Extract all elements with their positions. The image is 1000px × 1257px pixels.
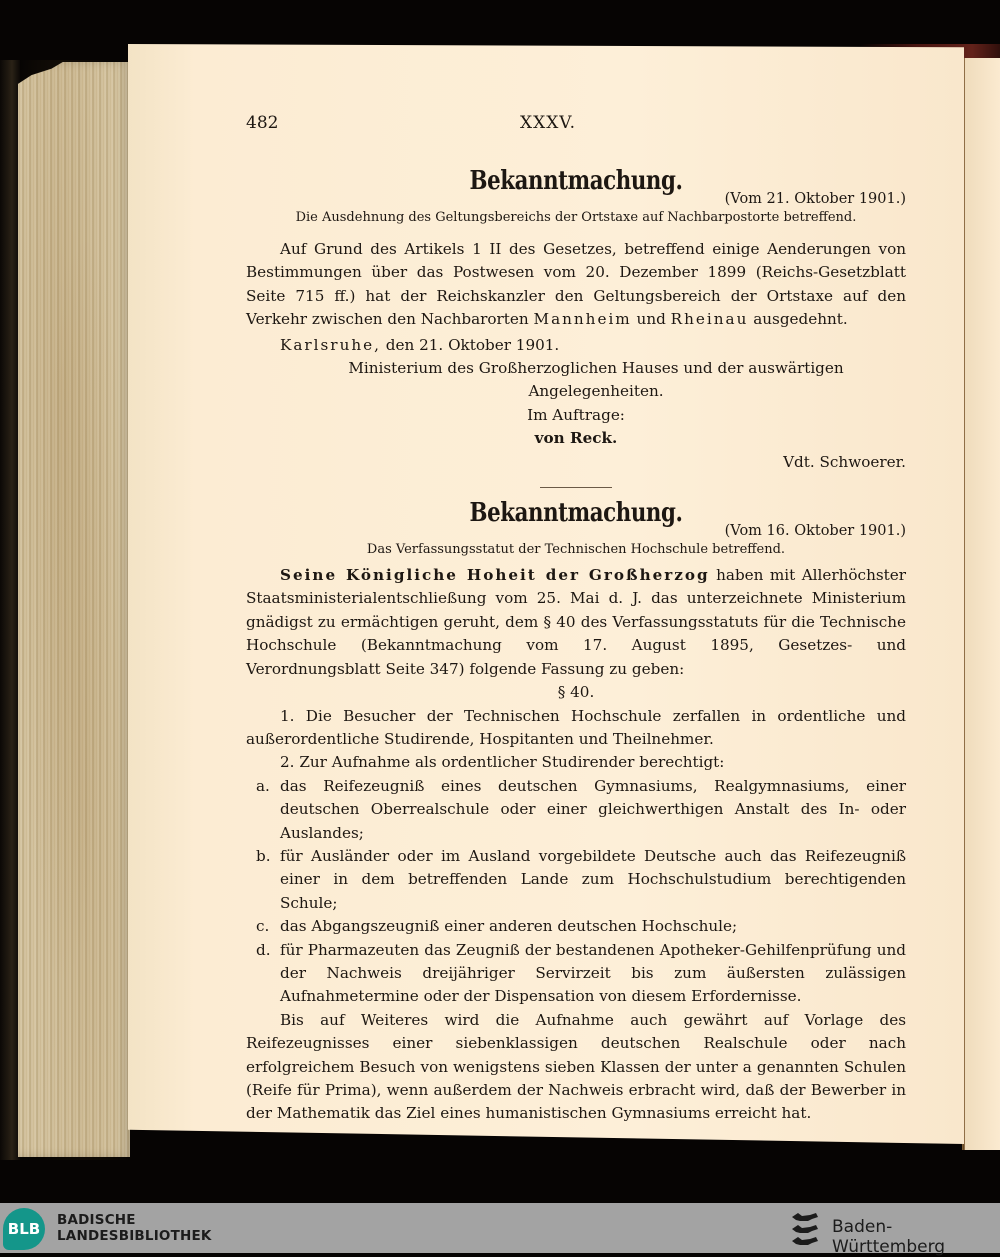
list-label: d. (256, 940, 271, 959)
library-name-line1: BADISCHE (57, 1212, 136, 1228)
on-behalf-label: Im Auftrage: (527, 405, 625, 424)
list-text: das Reifezeugniß eines deutschen Gymnasiums, Realgymnasiums, einer deutschen Oberrealschule oder einer gleichwerthigen Anstalt des In- oder Auslandes; (280, 776, 906, 842)
place-date (246, 334, 906, 357)
running-head (246, 112, 906, 140)
numbered-point-2: 2. Zur Aufnahme als ordentlicher Studirender berechtigt: (280, 753, 725, 772)
list-item-c (246, 915, 906, 938)
list-label: b. (256, 846, 271, 865)
notice-heading: Bekanntmachung. (469, 498, 683, 529)
section-mark: § 40. (557, 683, 595, 702)
notice-intro (246, 564, 906, 681)
adjacent-page (965, 58, 1000, 1150)
footer-bar (0, 1203, 1000, 1257)
library-name[interactable] (57, 1212, 212, 1244)
place-label: Karlsruhe, (280, 335, 381, 354)
chapter-number: XXXV. (520, 113, 577, 133)
place-mannheim: Mannheim (533, 310, 632, 329)
blb-logo[interactable]: BLB (3, 1208, 45, 1250)
notice-body (246, 238, 906, 332)
date-text: den 21. Oktober 1901. (385, 335, 560, 354)
notice-heading: Bekanntmachung. (469, 166, 683, 196)
body-end: ausgedehnt. (753, 310, 848, 329)
place-rheinau: Rheinau (670, 310, 749, 329)
list-text: für Ausländer oder im Ausland vorgebildete Deutsche auch das Reifezeugniß einer in dem betreffenden Lande zum Hochschulstudium berechtigenden Schule; (280, 846, 906, 912)
conjunction: und (636, 310, 666, 329)
list-text: für Pharmazeuten das Zeugniß der bestandenen Apotheker-Gehilfenprüfung und der Nachweis dreijähriger Servirzeit bis zum äußersten zulässigen Aufnahmetermine oder der Dispensation von diesem Erfordernisse. (280, 940, 906, 1006)
page-stack-edge (18, 62, 130, 1157)
notice-date: (Vom 16. Oktober 1901.) (724, 523, 906, 540)
list-label: a. (256, 776, 270, 795)
notice-2 (246, 498, 906, 1126)
notice-subtitle: Die Ausdehnung des Geltungsbereichs der Ortstaxe auf Nachbarpostorte betreffend. (295, 210, 857, 225)
state-name[interactable]: Baden-Württemberg (832, 1217, 946, 1257)
notice-date: (Vom 21. Oktober 1901.) (724, 191, 906, 207)
signatory: von Reck. (534, 429, 618, 448)
list-item-b (246, 845, 906, 915)
notice-subtitle: Das Verfassungsstatut der Technischen Hochschule betreffend. (366, 542, 786, 558)
page-number: 482 (246, 113, 279, 133)
list-item-a (246, 775, 906, 845)
closing-paragraph: Bis auf Weiteres wird die Aufnahme auch gewährt auf Vorlage des Reifezeugnisses einer siebenklassigen deutschen Realschule oder nach erfolgreichem Besuch von wenigstens sieben Klassen der unter a genannten Schulen (Reife für Prima), wenn außerdem der Nachweis erbracht wird, daß der Bewerber in der Mathematik das Ziel eines humanistischen Gymnasiums erreicht hat. (246, 1010, 906, 1123)
list-text: das Abgangszeugniß einer anderen deutschen Hochschule; (280, 917, 738, 936)
list-item-d (246, 939, 906, 1009)
body-text: Auf Grund des Artikels 1 II des Gesetzes, betreffend einige Aenderungen von Bestimmungen über das Postwesen vom 20. Dezember 1899 (Reichs-Gesetzblatt Seite 715 ff.) hat der Reichskanzler den Geltungsbereich der Ortstaxe auf den Verkehr zwischen den Nachbarorten (246, 240, 906, 329)
ministry-name: Ministerium des Großherzoglichen Hauses und der auswärtigen Angelegenheiten. (348, 359, 844, 401)
notice-1 (246, 166, 906, 474)
library-name-line2: LANDESBIBLIOTHEK (57, 1228, 212, 1244)
section-divider (540, 487, 612, 488)
countersignature: Vdt. Schwoerer. (783, 452, 906, 471)
sovereign-title: Seine Königliche Hoheit der Großherzog (280, 566, 710, 585)
page-content (246, 112, 906, 1126)
lions-coat-of-arms-icon (790, 1211, 820, 1247)
book-cover-edge (0, 60, 20, 1160)
numbered-point-1: 1. Die Besucher der Technischen Hochschule zerfallen in ordentliche und außerordentliche Studirende, Hospitanten und Theilnehmer. (246, 706, 906, 748)
intro-text: haben mit Allerhöchster Staatsministerialentschließung vom 25. Mai d. J. das unterzeichnete Ministerium gnädigst zu ermächtigen geruht, dem § 40 des Verfassungsstatuts für die Technische Hochschule (Bekanntmachung vom 17. August 1895, Gesetzes- und Verordnungsblatt Seite 347) folgende Fassung zu geben: (246, 566, 906, 678)
list-label: c. (256, 917, 270, 936)
